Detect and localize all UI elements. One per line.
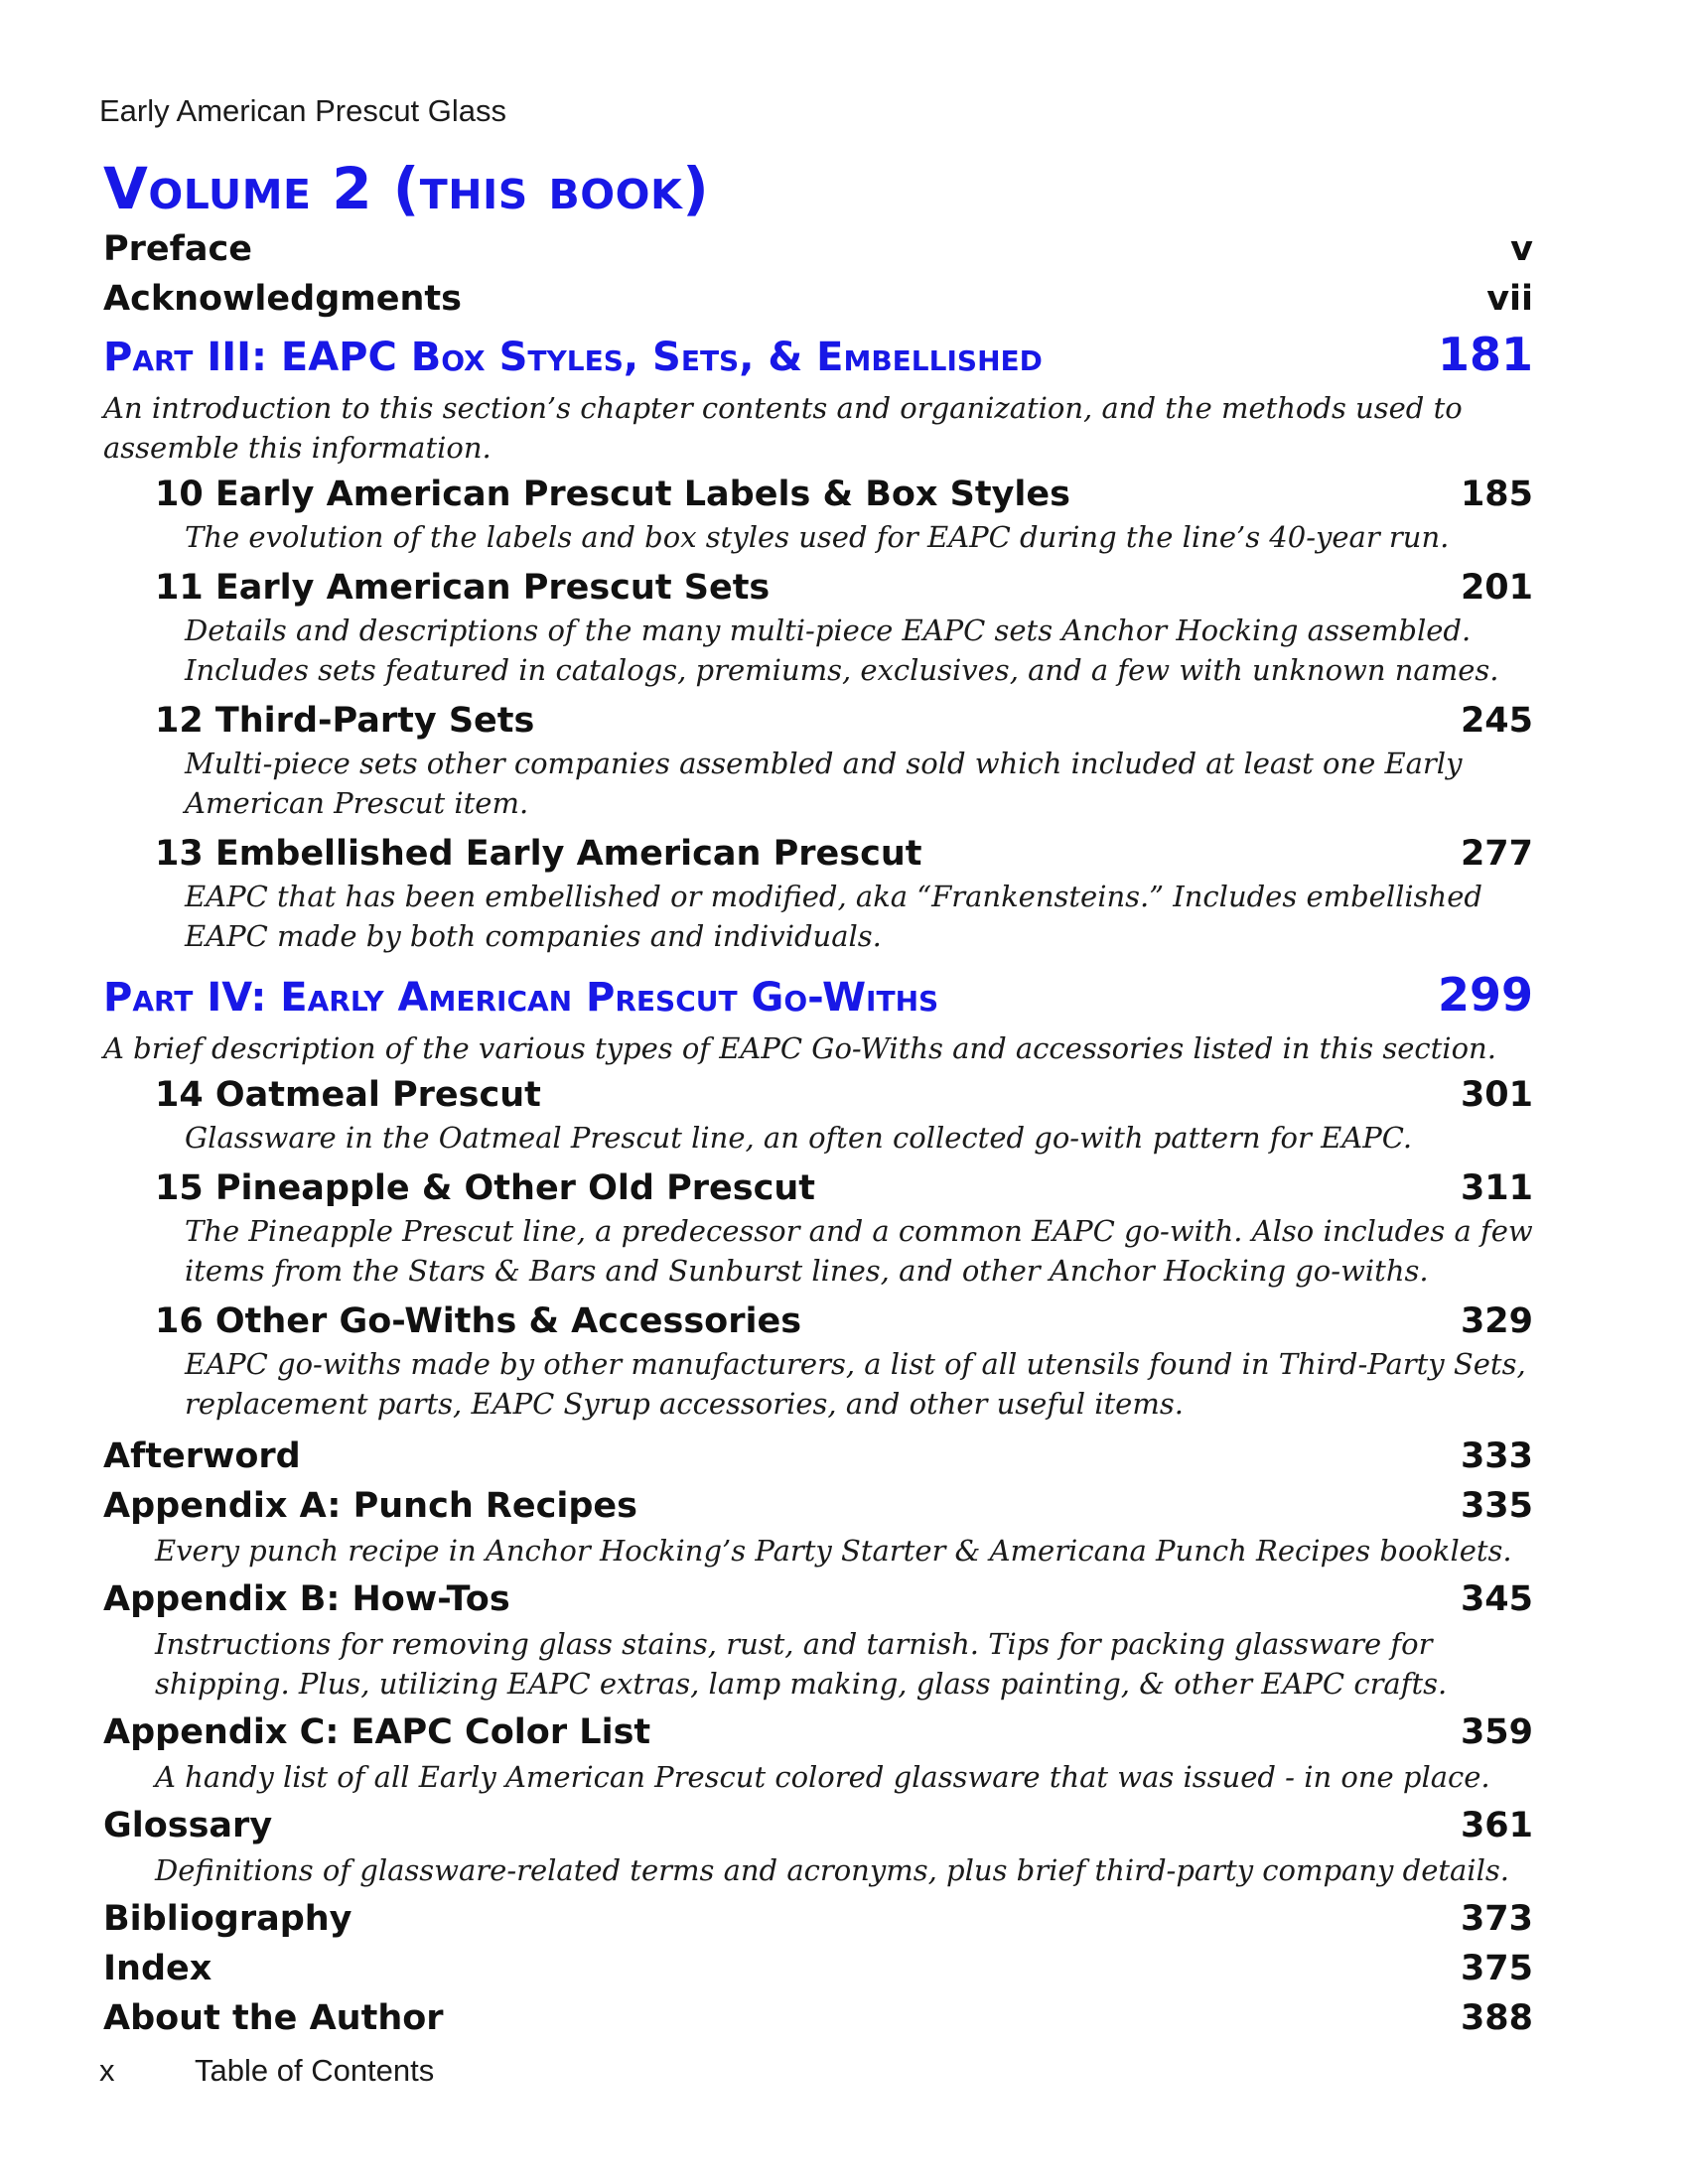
toc-entry-title: About the Author	[103, 1998, 444, 2038]
toc-entry-title: 13 Embellished Early American Prescut	[155, 834, 922, 874]
volume-title: Volume 2 (this book)	[103, 155, 710, 222]
toc-entry-title: Part IV: Early American Prescut Go-Withs	[103, 975, 939, 1021]
toc-entry-title: Index	[103, 1949, 212, 1988]
toc-entry-page-number: v	[1510, 229, 1533, 269]
toc-entry-page-number: 185	[1460, 475, 1533, 514]
footer-section-title: Table of Contents	[195, 2053, 435, 2088]
toc-entry-page-number: 299	[1437, 968, 1533, 1022]
toc-entry-title: Appendix C: EAPC Color List	[103, 1712, 651, 1752]
toc-entry	[103, 1944, 1533, 1993]
toc-entry	[103, 224, 1533, 274]
toc-entry	[103, 1993, 1533, 2043]
toc-entry-page-number: 301	[1460, 1075, 1533, 1115]
toc-entry	[103, 1481, 1533, 1531]
toc-entry-page-number: 361	[1460, 1806, 1533, 1845]
toc-entry-description: Glassware in the Oatmeal Prescut line, an often collected go-with pattern for EAPC.	[185, 1121, 1413, 1155]
toc-entry-title: Part III: EAPC Box Styles, Sets, & Embellished	[103, 335, 1043, 380]
running-head: Early American Prescut Glass	[99, 93, 507, 128]
toc-entry-title: 14 Oatmeal Prescut	[155, 1075, 541, 1115]
toc-entry-title: 15 Pineapple & Other Old Prescut	[155, 1168, 815, 1208]
toc-entry-description: Multi-piece sets other companies assembled and sold which included at least one Early American Prescut item.	[185, 747, 1463, 820]
toc-entry-title: Glossary	[103, 1806, 273, 1845]
toc-entry	[103, 1165, 1533, 1211]
toc-entry-title: 11 Early American Prescut Sets	[155, 568, 771, 608]
toc-entry-row[interactable]	[155, 1072, 1533, 1118]
page-folio: x	[99, 2053, 115, 2088]
toc-entry-page-number: 333	[1460, 1436, 1533, 1476]
toc-entry-description: A brief description of the various types of EAPC Go-Withs and accessories listed in this section.	[103, 1031, 1496, 1065]
toc-entry-title: Afterword	[103, 1436, 301, 1476]
toc-entry-row[interactable]	[103, 1944, 1533, 1993]
toc-entry-row[interactable]	[103, 1481, 1533, 1531]
toc-entry	[103, 472, 1533, 517]
toc-entry-page-number: 201	[1460, 568, 1533, 608]
toc-entry-title: Appendix A: Punch Recipes	[103, 1486, 637, 1526]
toc-entry-page-number: 245	[1460, 701, 1533, 741]
toc-entry-description: Instructions for removing glass stains, rust, and tarnish. Tips for packing glassware for shipping. Plus, utilizing EAPC extras, lamp making, glass painting, & other EAPC crafts.	[155, 1627, 1448, 1701]
toc-entry-description: The Pineapple Prescut line, a predecessor and a common EAPC go-with. Also includes a few items from the Stars & Bars and Sunburst lines, and other Anchor Hocking go-withs.	[185, 1214, 1533, 1288]
toc-entry-title: 16 Other Go-Withs & Accessories	[155, 1301, 802, 1341]
toc-entry-description: EAPC that has been embellished or modified, aka “Frankensteins.” Includes embellished EAPC made by both companies and individuals.	[185, 880, 1482, 953]
toc-entry-row[interactable]	[155, 698, 1533, 744]
toc-entry	[103, 698, 1533, 744]
toc-entry-title: 10 Early American Prescut Labels & Box Styles	[155, 475, 1070, 514]
toc-entry-row[interactable]	[103, 324, 1533, 388]
toc-entry	[103, 274, 1533, 324]
toc-entry	[103, 1801, 1533, 1850]
toc-entry-title: Preface	[103, 229, 252, 269]
toc-entry-title: Acknowledgments	[103, 279, 462, 319]
toc-entry-page-number: 311	[1460, 1168, 1533, 1208]
toc-entry	[103, 1707, 1533, 1757]
toc-entry-row[interactable]	[155, 565, 1533, 611]
toc-entry-page-number: 345	[1460, 1579, 1533, 1619]
toc-entry-page-number: 375	[1460, 1949, 1533, 1988]
toc-entry-title: Appendix B: How-Tos	[103, 1579, 510, 1619]
toc-entry-row[interactable]	[155, 1298, 1533, 1344]
toc-entry-row[interactable]	[155, 1165, 1533, 1211]
toc-entry-row[interactable]	[103, 1801, 1533, 1850]
toc-entry-row[interactable]	[103, 274, 1533, 324]
toc-entry	[103, 1298, 1533, 1344]
toc-entry	[103, 1574, 1533, 1624]
toc-entry	[103, 565, 1533, 611]
toc-entry	[103, 964, 1533, 1028]
toc-entry	[103, 1072, 1533, 1118]
toc-entry-page-number: vii	[1486, 279, 1533, 319]
toc-entry-page-number: 373	[1460, 1899, 1533, 1939]
toc-entry-description: An introduction to this section’s chapter contents and organization, and the methods used to assemble this information.	[103, 391, 1463, 465]
toc-entry-description: EAPC go-withs made by other manufacturers, a list of all utensils found in Third-Party Sets, replacement parts, EAPC Syrup accessories, and other useful items.	[185, 1347, 1526, 1421]
toc-entry-description: A handy list of all Early American Prescut colored glassware that was issued - in one place.	[155, 1760, 1490, 1794]
toc-entry	[103, 324, 1533, 388]
toc-entry-row[interactable]	[103, 1993, 1533, 2043]
toc-entry	[103, 831, 1533, 877]
table-of-contents	[103, 224, 1533, 2043]
toc-entry	[103, 1894, 1533, 1944]
page-footer	[99, 2053, 434, 2089]
toc-entry-description: Details and descriptions of the many multi-piece EAPC sets Anchor Hocking assembled. Includes sets featured in catalogs, premiums, exclusives, and a few with unknown names.	[185, 614, 1499, 687]
toc-entry-row[interactable]	[155, 472, 1533, 517]
toc-entry-page-number: 335	[1460, 1486, 1533, 1526]
toc-entry-page-number: 329	[1460, 1301, 1533, 1341]
toc-entry-row[interactable]	[103, 224, 1533, 274]
toc-entry-row[interactable]	[155, 831, 1533, 877]
toc-entry-row[interactable]	[103, 964, 1533, 1028]
toc-entry	[103, 1432, 1533, 1481]
toc-entry-description: The evolution of the labels and box styles used for EAPC during the line’s 40-year run.	[185, 520, 1450, 554]
toc-entry-title: Bibliography	[103, 1899, 352, 1939]
toc-entry-description: Every punch recipe in Anchor Hocking’s Party Starter & Americana Punch Recipes booklets.	[155, 1534, 1512, 1568]
toc-entry-row[interactable]	[103, 1707, 1533, 1757]
toc-entry-page-number: 277	[1460, 834, 1533, 874]
toc-entry-row[interactable]	[103, 1432, 1533, 1481]
toc-entry-page-number: 181	[1437, 328, 1533, 381]
toc-entry-row[interactable]	[103, 1574, 1533, 1624]
toc-entry-title: 12 Third-Party Sets	[155, 701, 535, 741]
toc-entry-page-number: 388	[1460, 1998, 1533, 2038]
toc-entry-row[interactable]	[103, 1894, 1533, 1944]
toc-entry-description: Definitions of glassware-related terms and acronyms, plus brief third-party company details.	[155, 1853, 1509, 1887]
toc-entry-page-number: 359	[1460, 1712, 1533, 1752]
